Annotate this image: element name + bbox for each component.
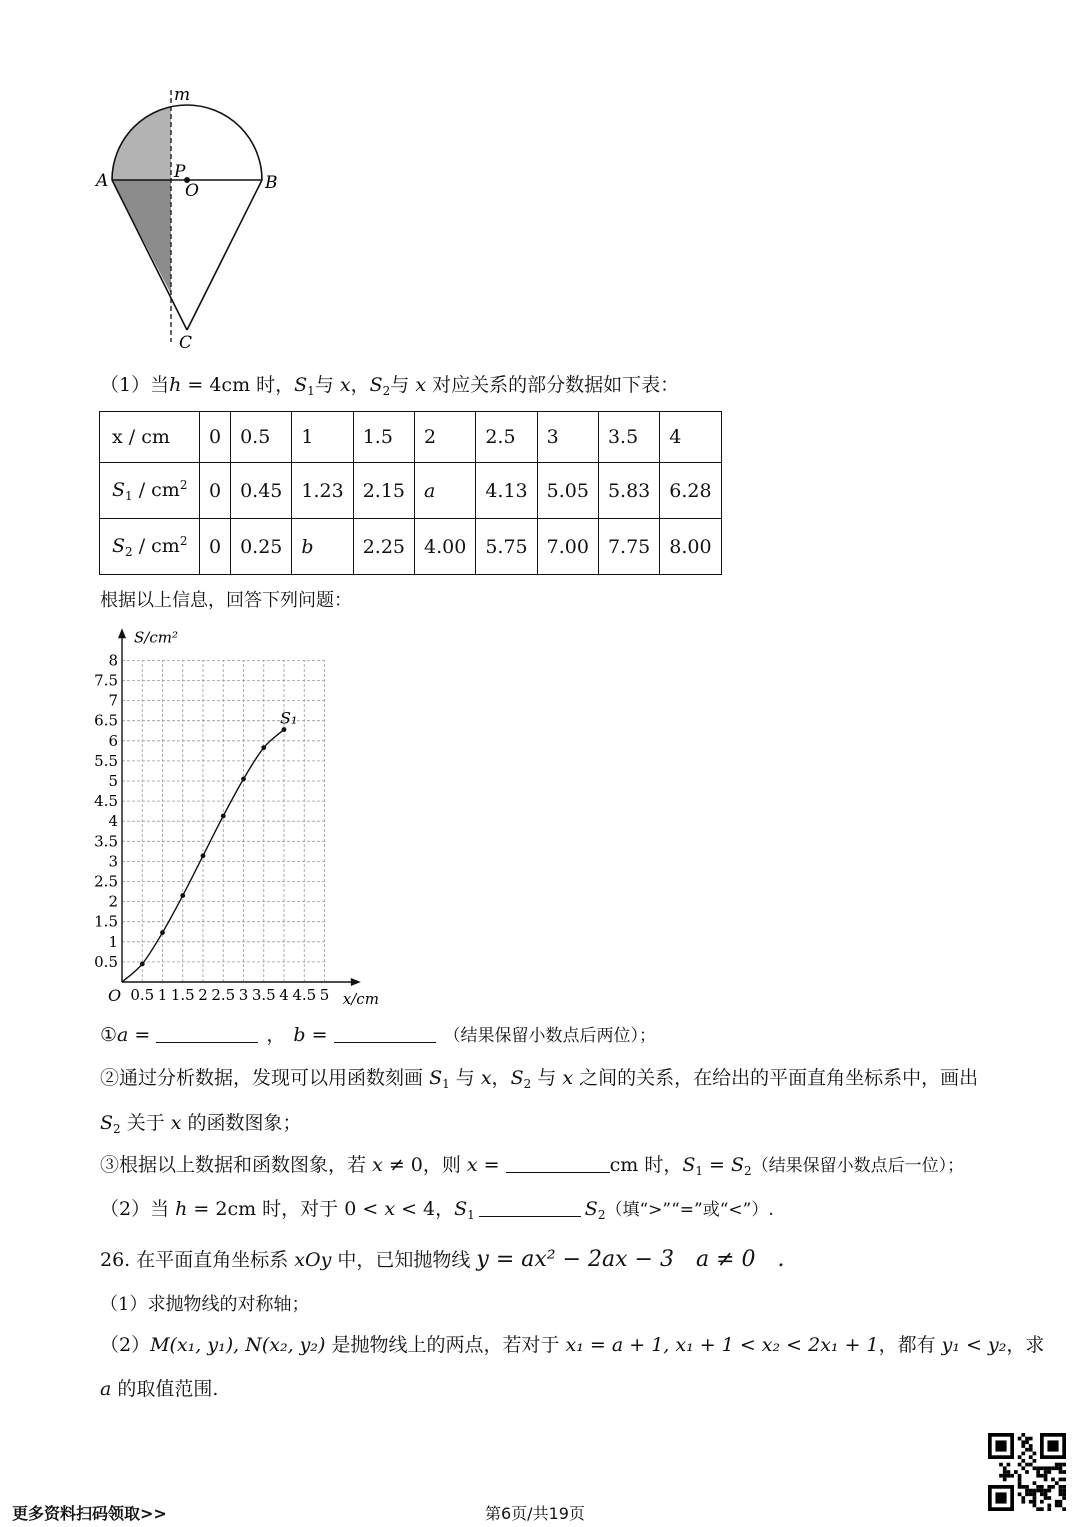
data-point <box>140 962 145 967</box>
qr-module <box>1029 1492 1033 1496</box>
qr-module <box>1044 1489 1048 1493</box>
label-m: m <box>174 85 191 105</box>
y-tick-label: 6 <box>108 731 118 750</box>
qr-module <box>1021 1459 1025 1463</box>
table-cell: 8.00 <box>660 519 721 575</box>
qr-module <box>1029 1448 1033 1452</box>
table-cell: 0.45 <box>231 463 292 519</box>
table-cell: 0 <box>200 463 231 519</box>
qr-module <box>1051 1485 1055 1489</box>
y-tick-label: 7.5 <box>94 671 118 690</box>
y-tick-label: 4.5 <box>94 792 118 811</box>
qr-module <box>1033 1496 1037 1500</box>
series-label-s1: S₁ <box>280 708 298 728</box>
qr-module <box>1014 1470 1018 1474</box>
table-cell: 7.75 <box>598 519 659 575</box>
qr-module <box>995 1440 1006 1451</box>
qr-module <box>1018 1455 1022 1459</box>
qr-module <box>1055 1463 1059 1467</box>
x-tick-label: 1 <box>157 986 168 1004</box>
x-tick-label: 2.5 <box>211 986 236 1004</box>
qr-module <box>1059 1485 1063 1489</box>
table-cell: 3.5 <box>598 412 659 463</box>
question-26-part3: a 的取值范围. <box>100 1378 219 1400</box>
table-cell: 4.00 <box>415 519 476 575</box>
qr-module <box>1062 1485 1066 1489</box>
qr-module <box>1021 1440 1025 1444</box>
qr-module <box>1029 1437 1033 1441</box>
qr-module <box>1036 1466 1040 1470</box>
table-cell: 1.23 <box>292 463 353 519</box>
qr-module <box>1025 1440 1029 1444</box>
qr-module <box>1044 1470 1048 1474</box>
qr-module <box>1029 1455 1033 1459</box>
qr-module <box>1025 1489 1029 1493</box>
data-point <box>221 814 226 819</box>
qr-module <box>1047 1496 1051 1500</box>
after-table-text: 根据以上信息，回答下列问题： <box>100 590 352 611</box>
qr-module <box>1003 1466 1007 1470</box>
y-tick-label: 3 <box>108 852 118 871</box>
x-axis-arrow <box>351 978 361 986</box>
qr-module <box>1025 1470 1029 1474</box>
data-point <box>180 893 185 898</box>
x-tick-label: 4 <box>279 986 289 1004</box>
data-point <box>282 727 287 732</box>
qr-module <box>1018 1474 1022 1478</box>
table-cell: a <box>415 463 476 519</box>
qr-module <box>1036 1507 1040 1511</box>
y-tick-label: 1.5 <box>94 912 118 931</box>
qr-module <box>1047 1489 1051 1493</box>
qr-module <box>1036 1470 1040 1474</box>
table-cell: 4 <box>660 412 721 463</box>
question-2-line1: ②通过分析数据，发现可以用函数刻画 $S_1$ 与 x，$S_2$ 与 x 之间的关系，在给出的平面直角坐标系中，画出 <box>100 1067 979 1091</box>
table-cell: 6.28 <box>660 463 721 519</box>
row-header-x: x / cm <box>100 412 200 463</box>
y-tick-label: 3.5 <box>94 832 118 851</box>
qr-module <box>1047 1440 1058 1451</box>
qr-module <box>1040 1474 1044 1478</box>
qr-module <box>1036 1489 1040 1493</box>
row-header-s2: $S_2 / cm^2$ <box>100 519 200 575</box>
table-cell: 2.15 <box>353 463 414 519</box>
table-cell: 0 <box>200 519 231 575</box>
part2: （2）当 h = 2cm 时，对于 0 < x < 4，$S_1$ $S_2$（填“>”“=”或“<”）. <box>100 1198 774 1222</box>
qr-module <box>1062 1507 1066 1511</box>
table-cell: 0.5 <box>231 412 292 463</box>
qr-module <box>1021 1485 1025 1489</box>
data-point <box>241 777 246 782</box>
qr-module <box>1047 1470 1051 1474</box>
segment-bc <box>187 180 262 330</box>
qr-module <box>1059 1504 1063 1508</box>
data-point <box>160 930 165 935</box>
table-cell: 4.13 <box>476 463 537 519</box>
qr-module <box>1033 1459 1037 1463</box>
qr-module <box>1044 1474 1048 1478</box>
answer-blank-a[interactable] <box>156 1024 258 1043</box>
qr-module <box>1047 1504 1051 1508</box>
page-number: 第6页/共19页 <box>485 1504 585 1523</box>
question-26-part2: （2）M(x₁, y₁), N(x₂, y₂) 是抛物线上的两点，若对于 x₁ = a + 1, x₁ + 1 < x₂ < 2x₁ + 1，都有 y₁ < y₂，求 <box>100 1334 1045 1356</box>
qr-module <box>1021 1452 1025 1456</box>
question-1: ①a = ， b = （结果保留小数点后两位）； <box>100 1024 657 1046</box>
qr-module <box>1033 1481 1037 1485</box>
qr-module <box>1007 1470 1011 1474</box>
qr-module <box>1003 1474 1007 1478</box>
qr-module <box>1040 1489 1044 1493</box>
label-p: P <box>174 162 186 182</box>
qr-module <box>1033 1466 1037 1470</box>
qr-module <box>1025 1492 1029 1496</box>
qr-code[interactable] <box>988 1433 1066 1511</box>
y-tick-label: 4 <box>108 812 118 831</box>
qr-module <box>1033 1500 1037 1504</box>
qr-module <box>1033 1504 1037 1508</box>
qr-module <box>1018 1463 1022 1467</box>
qr-module <box>1059 1500 1063 1504</box>
qr-module <box>1059 1463 1063 1467</box>
label-c: C <box>179 333 193 353</box>
label-o: O <box>185 181 199 201</box>
qr-module <box>1010 1474 1014 1478</box>
qr-module <box>1025 1437 1029 1441</box>
table-cell: 2 <box>415 412 476 463</box>
footer-left[interactable]: 更多资料扫码领取>> <box>12 1504 167 1523</box>
x-axis-label: x/cm <box>342 990 379 1008</box>
y-axis-arrow <box>118 628 126 638</box>
y-tick-label: 6.5 <box>94 711 118 730</box>
y-tick-label: 5.5 <box>94 751 118 770</box>
qr-module <box>1018 1481 1022 1485</box>
data-point <box>261 745 266 750</box>
table-cell: 1 <box>292 412 353 463</box>
qr-module <box>1040 1507 1044 1511</box>
qr-module <box>1018 1437 1022 1441</box>
table-cell: 5.83 <box>598 463 659 519</box>
qr-module <box>1059 1466 1063 1470</box>
qr-module <box>1055 1466 1059 1470</box>
qr-module <box>1051 1466 1055 1470</box>
qr-module <box>1059 1492 1063 1496</box>
table-row <box>100 412 722 463</box>
question-26-stem: 26. 在平面直角坐标系 xOy 中，已知抛物线 y = ax² − 2ax − 3 a ≠ 0 . <box>100 1247 785 1272</box>
qr-module <box>999 1463 1003 1467</box>
question-2-line2: $S_2$ 关于 x 的函数图象； <box>100 1112 302 1136</box>
table-row <box>100 519 722 575</box>
x-tick-label: 3.5 <box>251 986 276 1004</box>
qr-module <box>1040 1485 1044 1489</box>
question-26-part1: （1）求抛物线的对称轴； <box>100 1294 310 1315</box>
row-header-s1: $S_1 / cm^2$ <box>100 463 200 519</box>
qr-module <box>1018 1492 1022 1496</box>
qr-module <box>1025 1485 1029 1489</box>
qr-module <box>1029 1444 1033 1448</box>
geometry-figure <box>90 80 300 355</box>
qr-module <box>1044 1466 1048 1470</box>
qr-module <box>1040 1500 1044 1504</box>
qr-module <box>1029 1500 1033 1504</box>
qr-module <box>1021 1433 1025 1437</box>
qr-module <box>1062 1463 1066 1467</box>
qr-module <box>1062 1492 1066 1496</box>
x-tick-label: 1.5 <box>170 986 195 1004</box>
y-tick-label: 7 <box>108 691 118 710</box>
qr-module <box>1021 1444 1025 1448</box>
x-tick-label: 3 <box>238 986 249 1004</box>
table-cell: 0.25 <box>231 519 292 575</box>
table-row <box>100 463 722 519</box>
qr-module <box>1051 1478 1055 1482</box>
x-tick-label: 2 <box>198 986 208 1004</box>
x-tick-label: 4.5 <box>292 986 317 1004</box>
y-axis-label: S/cm² <box>134 628 178 647</box>
s-x-chart <box>90 625 390 1010</box>
qr-module <box>1025 1448 1029 1452</box>
qr-module <box>1036 1474 1040 1478</box>
qr-module <box>1033 1489 1037 1493</box>
qr-module <box>1047 1507 1051 1511</box>
qr-module <box>1059 1478 1063 1482</box>
qr-module <box>1033 1452 1037 1456</box>
qr-module <box>1062 1470 1066 1474</box>
y-tick-label: 2 <box>108 892 118 911</box>
x-tick-label: 0.5 <box>130 986 155 1004</box>
qr-module <box>1025 1463 1029 1467</box>
qr-module <box>995 1492 1006 1503</box>
label-a: A <box>96 171 109 191</box>
qr-module <box>1059 1489 1063 1493</box>
qr-module <box>1007 1474 1011 1478</box>
data-point <box>201 853 206 858</box>
answer-blank-b[interactable] <box>334 1024 436 1043</box>
question-3: ③根据以上数据和函数图象，若 x ≠ 0，则 x = cm 时，$S_1 = S_2$（结果保留小数点后一位）； <box>100 1154 965 1178</box>
table-cell: 5.75 <box>476 519 537 575</box>
qr-module <box>1029 1463 1033 1467</box>
qr-module <box>1040 1492 1044 1496</box>
table-cell: 5.05 <box>537 463 598 519</box>
qr-module <box>1021 1466 1025 1470</box>
qr-module <box>1062 1496 1066 1500</box>
qr-module <box>1055 1481 1059 1485</box>
qr-module <box>1059 1470 1063 1474</box>
qr-module <box>1044 1496 1048 1500</box>
qr-module <box>1062 1478 1066 1482</box>
x-tick-label: 5 <box>319 986 330 1004</box>
table-cell: 0 <box>200 412 231 463</box>
origin-label: O <box>108 986 122 1005</box>
y-tick-label: 2.5 <box>94 872 118 891</box>
qr-module <box>1003 1470 1007 1474</box>
qr-module <box>1055 1500 1059 1504</box>
qr-module <box>1044 1478 1048 1482</box>
y-tick-label: 8 <box>108 651 118 670</box>
qr-module <box>1036 1485 1040 1489</box>
label-b: B <box>265 173 278 193</box>
qr-module <box>1018 1478 1022 1482</box>
y-tick-label: 1 <box>108 932 118 951</box>
data-table <box>99 411 722 575</box>
table-cell: 3 <box>537 412 598 463</box>
table-cell: b <box>292 519 353 575</box>
qr-module <box>1018 1485 1022 1489</box>
qr-module <box>1047 1485 1051 1489</box>
part1-intro: （1）当h = 4cm 时，$S_1$与 x，$S_2$与 x 对应关系的部分数据如下表： <box>100 374 680 398</box>
qr-module <box>1040 1466 1044 1470</box>
qr-module <box>1021 1500 1025 1504</box>
qr-module <box>1055 1504 1059 1508</box>
qr-module <box>1003 1478 1007 1482</box>
qr-module <box>999 1474 1003 1478</box>
qr-module <box>1047 1466 1051 1470</box>
y-tick-label: 0.5 <box>94 952 118 971</box>
qr-module <box>1021 1496 1025 1500</box>
table-cell: 1.5 <box>353 412 414 463</box>
table-cell: 7.00 <box>537 519 598 575</box>
qr-module <box>1033 1492 1037 1496</box>
table-cell: 2.5 <box>476 412 537 463</box>
y-tick-label: 5 <box>108 772 118 790</box>
qr-module <box>1007 1463 1011 1467</box>
answer-blank-x[interactable] <box>506 1154 610 1173</box>
table-cell: 2.25 <box>353 519 414 575</box>
qr-module <box>1062 1489 1066 1493</box>
qr-module <box>1044 1492 1048 1496</box>
qr-module <box>1029 1489 1033 1493</box>
answer-blank-compare[interactable] <box>479 1198 581 1217</box>
